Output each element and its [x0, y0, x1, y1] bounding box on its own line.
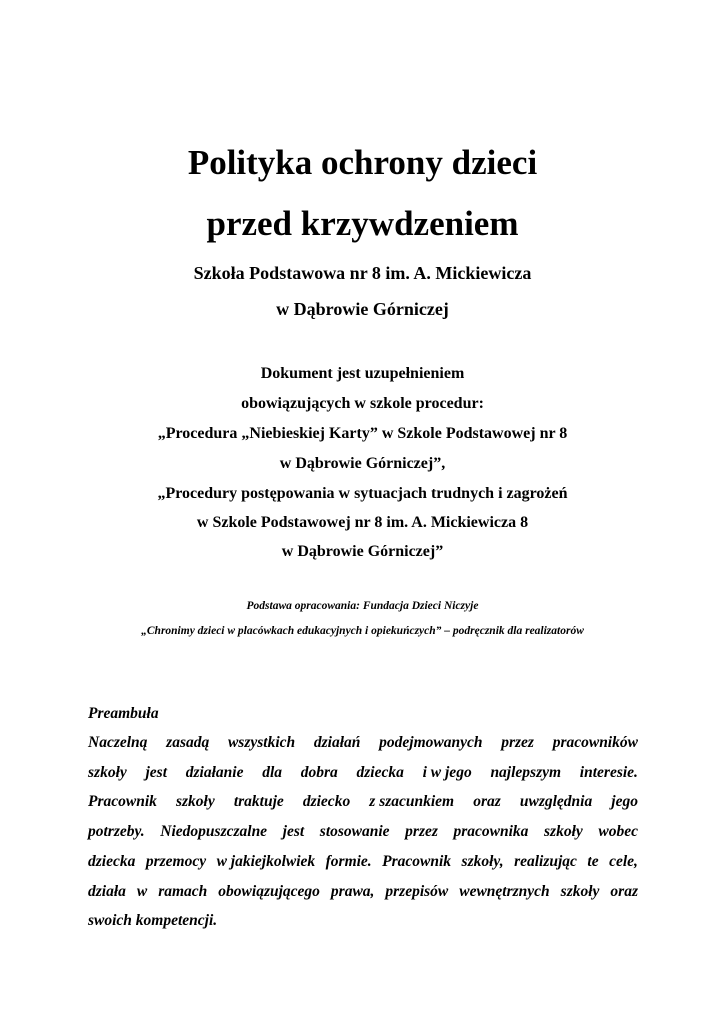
preamble-word: jest — [282, 823, 305, 840]
preamble-word: szkoły — [544, 823, 583, 840]
supplement-line: w Dąbrowie Górniczej”, — [279, 455, 446, 472]
preamble-word: działanie — [185, 764, 244, 781]
preamble-line — [88, 763, 638, 783]
document-title-line-2: przed krzywdzeniem — [206, 204, 519, 243]
preamble-heading: Preambuła — [88, 705, 159, 722]
preamble-word: przez — [405, 823, 438, 840]
supplement-line: obowiązujących w szkole procedur: — [241, 395, 484, 412]
preamble-word: ramach — [158, 883, 208, 900]
preamble-line — [88, 792, 638, 812]
preamble-word: interesie. — [579, 764, 638, 781]
preamble-word: swoich kompetencji. — [88, 912, 218, 929]
preamble-word: szkoły, — [461, 853, 504, 870]
supplement-line: w Dąbrowie Górniczej” — [281, 543, 444, 560]
preamble-word: zasadą — [166, 734, 210, 751]
preamble-word: przez — [501, 734, 534, 751]
school-city: w Dąbrowie Górniczej — [276, 299, 449, 319]
preamble-line — [88, 911, 638, 931]
preamble-word: Niedopuszczalne — [160, 823, 268, 840]
preamble-word: szkoły — [560, 883, 600, 900]
preamble-word: stosowanie — [319, 823, 390, 840]
preamble-word: formie. — [325, 853, 372, 870]
preamble-word: Pracownik — [382, 853, 452, 870]
preamble-line — [88, 852, 638, 872]
preamble-word: dla — [262, 764, 282, 781]
preamble-word: działań — [313, 734, 361, 751]
preamble-word: wewnętrznych — [459, 883, 550, 900]
supplement-line: w Szkole Podstawowej nr 8 im. A. Mickiewicza 8 — [196, 514, 529, 531]
preamble-word: przemocy — [145, 853, 207, 870]
preamble-word: wobec — [598, 823, 638, 840]
supplement-line: „Procedury postępowania w sytuacjach trudnych i zagrożeń — [157, 485, 568, 502]
basis-handbook: „Chronimy dzieci w placówkach edukacyjnych i opiekuńczych” – podręcznik dla realizatorów — [141, 625, 584, 637]
preamble-word: i w jego — [422, 764, 472, 781]
preamble-word: uwzględnia — [519, 793, 593, 810]
supplement-line: „Procedura „Niebieskiej Karty” w Szkole Podstawowej nr 8 — [157, 425, 568, 442]
preamble-word: podejmowanych — [379, 734, 483, 751]
preamble-word: Pracownik — [88, 793, 157, 810]
preamble-word: najlepszym — [490, 764, 562, 781]
preamble-word: oraz — [610, 883, 638, 900]
preamble-word: realizując — [514, 853, 577, 870]
school-name: Szkoła Podstawowa nr 8 im. A. Mickiewicza — [193, 263, 532, 283]
preamble-word: w jakiejkolwiek — [216, 853, 316, 870]
preamble-word: przepisów — [385, 883, 449, 900]
preamble-word: Naczelną — [88, 734, 148, 751]
supplement-line: Dokument jest uzupełnieniem — [260, 365, 465, 382]
preamble-word: pracowników — [552, 734, 638, 751]
preamble-word: traktuje — [233, 793, 284, 810]
preamble-word: pracownika — [453, 823, 529, 840]
preamble-word: jego — [611, 793, 638, 810]
preamble-line — [88, 882, 638, 902]
preamble-word: w — [136, 883, 148, 900]
preamble-word: szkoły — [88, 764, 127, 781]
preamble-word: dziecka — [356, 764, 404, 781]
preamble-word: cele, — [609, 853, 638, 870]
preamble-word: obowiązującego — [218, 883, 320, 900]
document-title-line-1: Polityka ochrony dzieci — [187, 143, 538, 182]
preamble-word: z szacunkiem — [369, 793, 455, 810]
preamble-word: potrzeby. — [88, 823, 145, 840]
preamble-word: dziecko — [302, 793, 351, 810]
preamble-word: dziecka — [88, 853, 136, 870]
preamble-word: wszystkich — [227, 734, 296, 751]
preamble-word: szkoły — [175, 793, 215, 810]
preamble-line — [88, 822, 638, 842]
preamble-word: prawa, — [330, 883, 375, 900]
preamble-word: jest — [145, 764, 168, 781]
preamble-line — [88, 733, 638, 753]
preamble-word: dobra — [300, 764, 338, 781]
basis-source: Podstawa opracowania: Fundacja Dzieci Niczyje — [246, 600, 479, 612]
preamble-word: oraz — [473, 793, 501, 810]
preamble-word: działa — [88, 883, 126, 900]
preamble-word: te — [587, 853, 599, 870]
